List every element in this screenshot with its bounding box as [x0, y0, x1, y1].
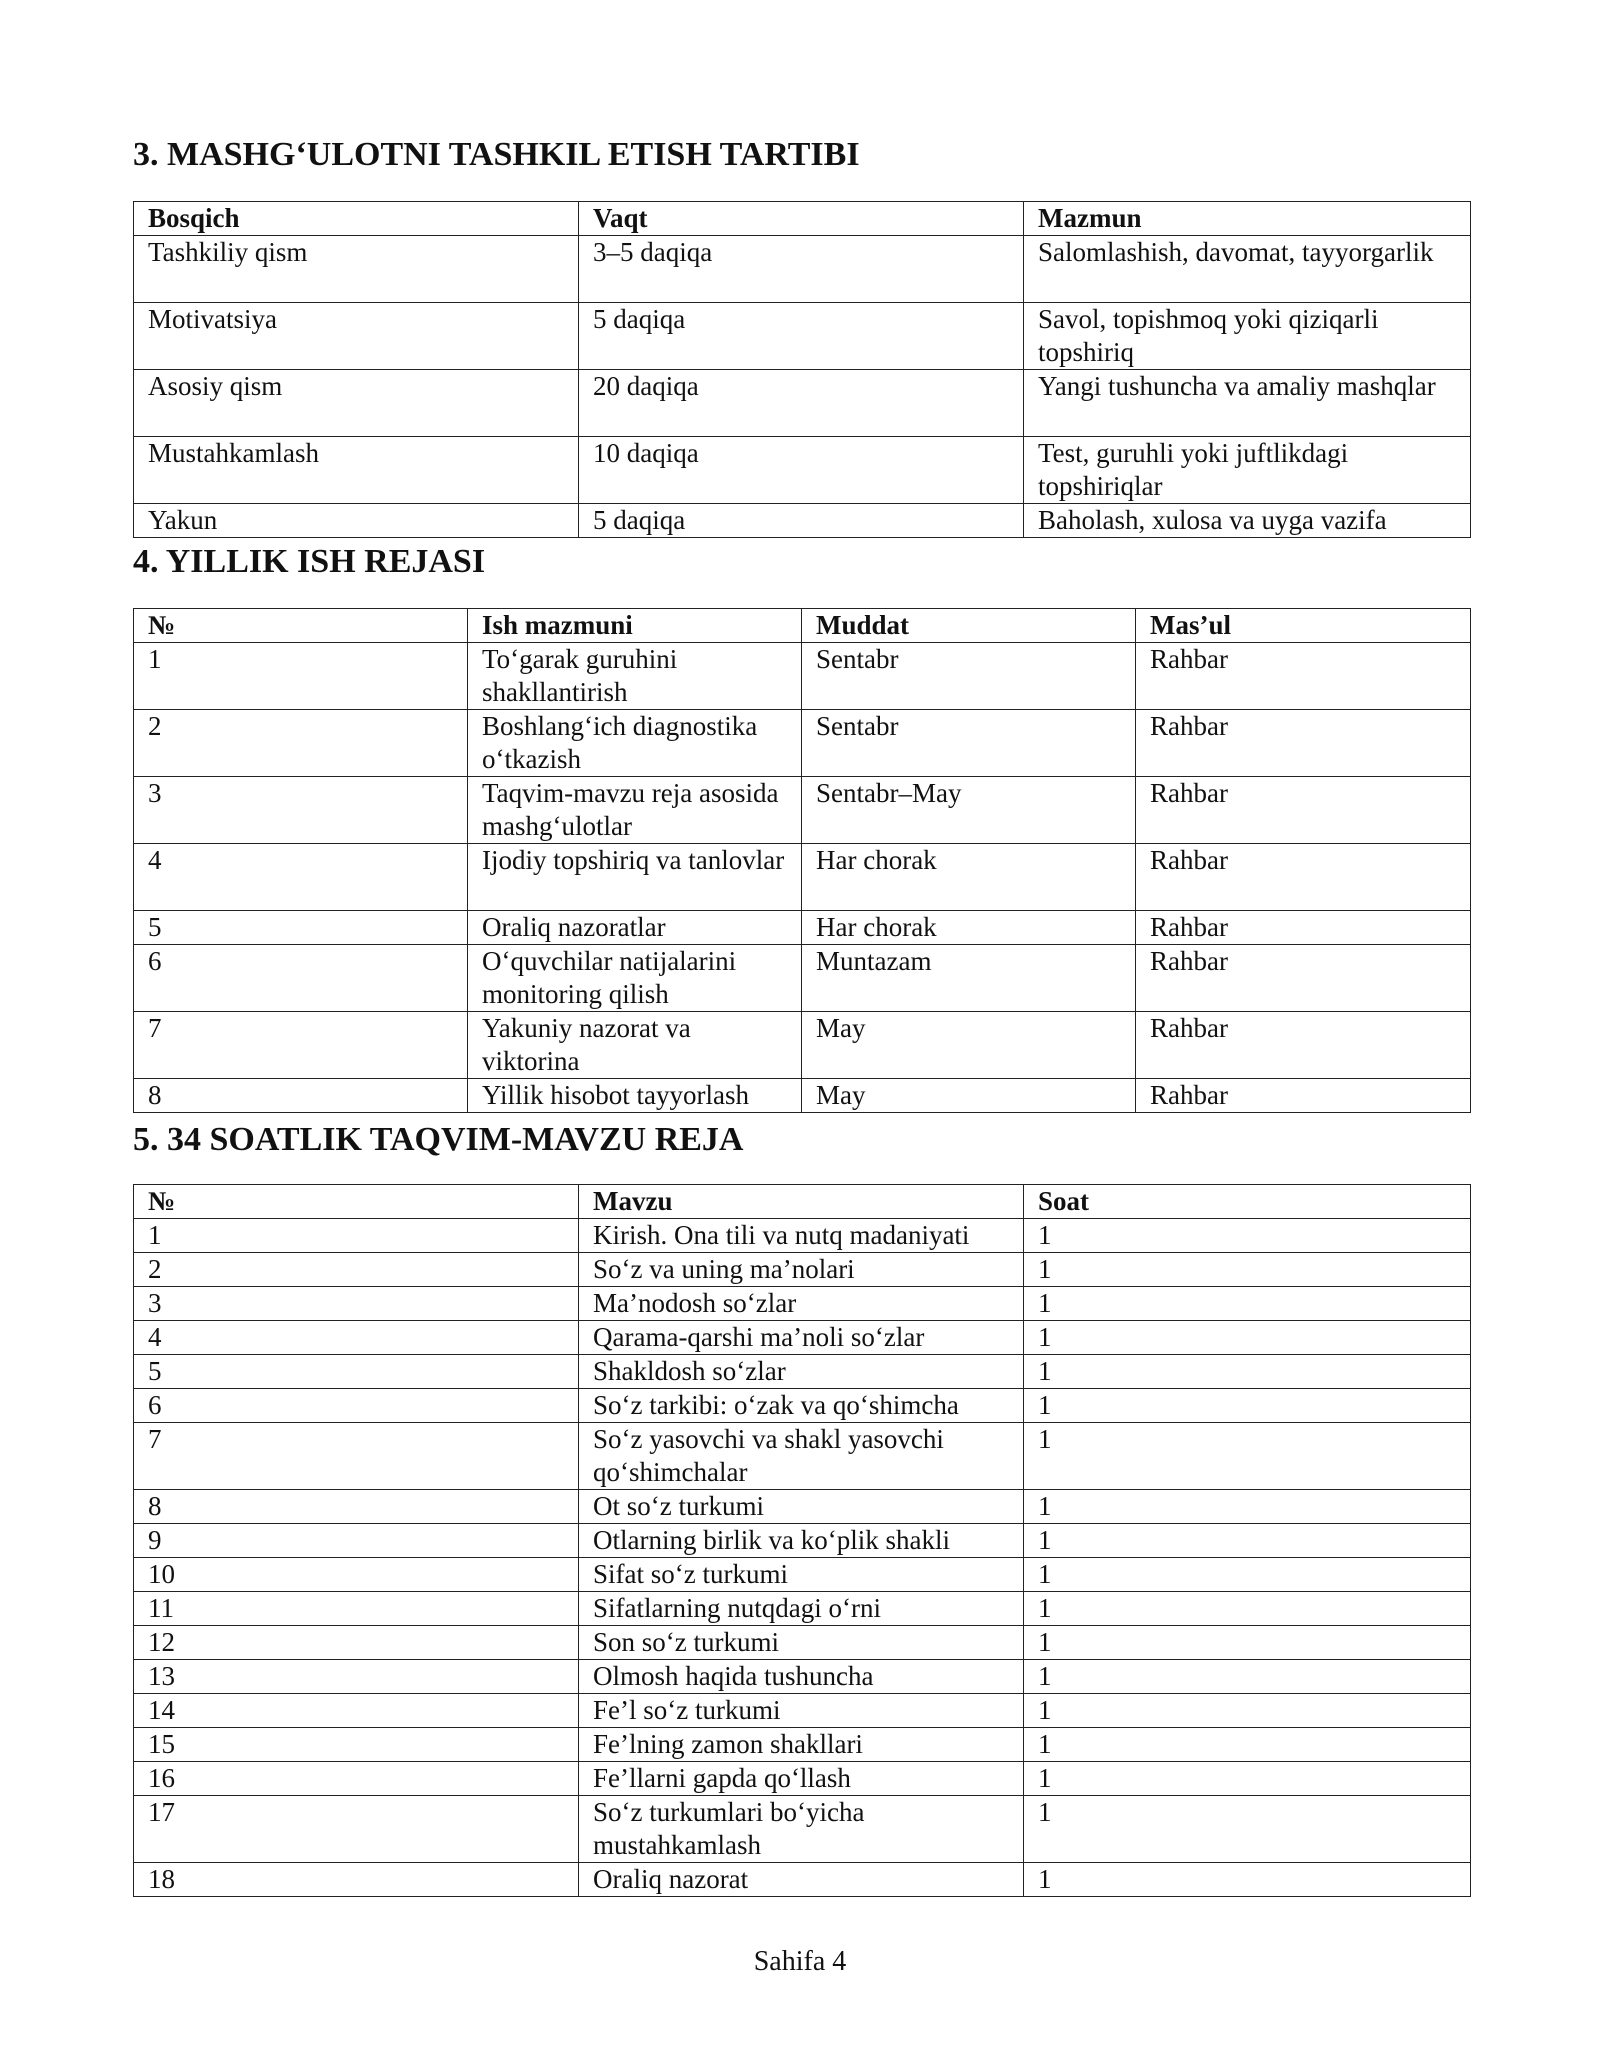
table-row — [134, 777, 1471, 844]
table-cell: Oraliq nazoratlar — [468, 911, 802, 945]
table-row — [134, 1863, 1471, 1897]
table-cell: Sifatlarning nutqdagi o‘rni — [579, 1592, 1024, 1626]
table-row — [134, 1012, 1471, 1079]
table-cell: 1 — [1024, 1321, 1471, 1355]
table-cell: 14 — [134, 1694, 579, 1728]
table-cell: Rahbar — [1136, 710, 1471, 777]
table-cell: 5 — [134, 1355, 579, 1389]
calendar-plan-table — [133, 1184, 1471, 1897]
table-cell: Sentabr — [802, 643, 1136, 710]
table-cell: Rahbar — [1136, 911, 1471, 945]
table-cell: 1 — [1024, 1287, 1471, 1321]
table-row — [134, 1490, 1471, 1524]
table-row — [134, 1694, 1471, 1728]
table-cell: 1 — [1024, 1762, 1471, 1796]
section-3-title: 3. MASHG‘ULOTNI TASHKIL ETISH TARTIBI — [133, 136, 860, 173]
table-cell: Yakuniy nazorat va viktorina — [468, 1012, 802, 1079]
table-cell: 1 — [1024, 1490, 1471, 1524]
table-cell: 9 — [134, 1524, 579, 1558]
table-cell: Taqvim-mavzu reja asosida mashg‘ulotlar — [468, 777, 802, 844]
table-cell: Otlarning birlik va ko‘plik shakli — [579, 1524, 1024, 1558]
table-cell: Fe’l so‘z turkumi — [579, 1694, 1024, 1728]
table-cell: 1 — [1024, 1796, 1471, 1863]
table-cell: 3 — [134, 777, 468, 844]
table-cell: Boshlang‘ich diagnostika o‘tkazish — [468, 710, 802, 777]
column-header: Mas’ul — [1136, 609, 1471, 643]
table-cell: 2 — [134, 710, 468, 777]
table-cell: 1 — [1024, 1389, 1471, 1423]
table-cell: Oraliq nazorat — [579, 1863, 1024, 1897]
section-4-title: 4. YILLIK ISH REJASI — [133, 543, 486, 580]
table-cell: Har chorak — [802, 911, 1136, 945]
table-cell: Rahbar — [1136, 1079, 1471, 1113]
table-cell: Sentabr–May — [802, 777, 1136, 844]
table-cell: So‘z yasovchi va shakl yasovchi qo‘shimchalar — [579, 1423, 1024, 1490]
lesson-stages-table — [133, 201, 1471, 538]
column-header: Soat — [1024, 1185, 1471, 1219]
table-cell: 3–5 daqiqa — [579, 236, 1024, 303]
table-cell: 1 — [1024, 1423, 1471, 1490]
table-cell: Tashkiliy qism — [134, 236, 579, 303]
table-row — [134, 1079, 1471, 1113]
table-row — [134, 1219, 1471, 1253]
table-cell: 10 daqiqa — [579, 437, 1024, 504]
table-cell: May — [802, 1012, 1136, 1079]
table-row — [134, 303, 1471, 370]
table-row — [134, 945, 1471, 1012]
table-cell: 12 — [134, 1626, 579, 1660]
table-cell: Rahbar — [1136, 643, 1471, 710]
table-cell: 4 — [134, 844, 468, 911]
table-row — [134, 370, 1471, 437]
table-row — [134, 844, 1471, 911]
table-cell: 10 — [134, 1558, 579, 1592]
table-row — [134, 643, 1471, 710]
page-number: Sahifa 4 — [753, 1946, 847, 1977]
table-cell: 20 daqiqa — [579, 370, 1024, 437]
table-cell: 1 — [1024, 1863, 1471, 1897]
table-cell: Fe’llarni gapda qo‘llash — [579, 1762, 1024, 1796]
column-header: № — [134, 609, 468, 643]
table-cell: 8 — [134, 1490, 579, 1524]
table-cell: 6 — [134, 945, 468, 1012]
column-header: Vaqt — [579, 202, 1024, 236]
table-cell: Shakldosh so‘zlar — [579, 1355, 1024, 1389]
table-row — [134, 1558, 1471, 1592]
table-cell: Ijodiy topshiriq va tanlovlar — [468, 844, 802, 911]
table-cell: Asosiy qism — [134, 370, 579, 437]
table-row — [134, 1762, 1471, 1796]
table-cell: Baholash, xulosa va uyga vazifa — [1024, 504, 1471, 538]
table-cell: Yakun — [134, 504, 579, 538]
table-cell: 15 — [134, 1728, 579, 1762]
table-cell: 1 — [1024, 1728, 1471, 1762]
table-cell: Kirish. Ona tili va nutq madaniyati — [579, 1219, 1024, 1253]
table-row — [134, 1423, 1471, 1490]
table-cell: Rahbar — [1136, 945, 1471, 1012]
table-cell: Savol, topishmoq yoki qiziqarli topshiriq — [1024, 303, 1471, 370]
table-cell: 2 — [134, 1253, 579, 1287]
table-row — [134, 236, 1471, 303]
table-header-row — [134, 609, 1471, 643]
table-row — [134, 1253, 1471, 1287]
table-cell: 5 — [134, 911, 468, 945]
table-cell: 1 — [134, 643, 468, 710]
table-row — [134, 1660, 1471, 1694]
table-cell: 1 — [1024, 1660, 1471, 1694]
table-cell: 7 — [134, 1012, 468, 1079]
column-header: № — [134, 1185, 579, 1219]
table-cell: 6 — [134, 1389, 579, 1423]
table-cell: Olmosh haqida tushuncha — [579, 1660, 1024, 1694]
table-cell: 1 — [1024, 1592, 1471, 1626]
table-row — [134, 1321, 1471, 1355]
table-cell: 1 — [1024, 1626, 1471, 1660]
table-cell: Yangi tushuncha va amaliy mashqlar — [1024, 370, 1471, 437]
table-header-row — [134, 1185, 1471, 1219]
table-cell: 11 — [134, 1592, 579, 1626]
table-cell: 18 — [134, 1863, 579, 1897]
table-cell: Har chorak — [802, 844, 1136, 911]
table-header-row — [134, 202, 1471, 236]
table-cell: May — [802, 1079, 1136, 1113]
table-row — [134, 1592, 1471, 1626]
table-cell: 1 — [1024, 1219, 1471, 1253]
table-cell: 5 daqiqa — [579, 303, 1024, 370]
table-cell: Sifat so‘z turkumi — [579, 1558, 1024, 1592]
table-cell: 1 — [1024, 1253, 1471, 1287]
table-cell: Qarama-qarshi ma’noli so‘zlar — [579, 1321, 1024, 1355]
column-header: Mavzu — [579, 1185, 1024, 1219]
table-cell: Yillik hisobot tayyorlash — [468, 1079, 802, 1113]
table-cell: 16 — [134, 1762, 579, 1796]
table-row — [134, 1389, 1471, 1423]
table-cell: Rahbar — [1136, 1012, 1471, 1079]
table-row — [134, 504, 1471, 538]
table-cell: Sentabr — [802, 710, 1136, 777]
table-cell: So‘z turkumlari bo‘yicha mustahkamlash — [579, 1796, 1024, 1863]
table-cell: Ma’nodosh so‘zlar — [579, 1287, 1024, 1321]
table-cell: Son so‘z turkumi — [579, 1626, 1024, 1660]
section-5-title: 5. 34 SOATLIK TAQVIM-MAVZU REJA — [133, 1121, 744, 1158]
table-cell: 1 — [1024, 1355, 1471, 1389]
table-cell: Test, guruhli yoki juftlikdagi topshiriqlar — [1024, 437, 1471, 504]
table-cell: Motivatsiya — [134, 303, 579, 370]
table-cell: Rahbar — [1136, 777, 1471, 844]
table-row — [134, 1626, 1471, 1660]
table-cell: 5 daqiqa — [579, 504, 1024, 538]
table-cell: 1 — [1024, 1694, 1471, 1728]
table-row — [134, 1728, 1471, 1762]
table-row — [134, 437, 1471, 504]
table-cell: Rahbar — [1136, 844, 1471, 911]
table-row — [134, 1796, 1471, 1863]
table-cell: Mustahkamlash — [134, 437, 579, 504]
column-header: Ish mazmuni — [468, 609, 802, 643]
table-cell: 17 — [134, 1796, 579, 1863]
table-cell: Muntazam — [802, 945, 1136, 1012]
table-cell: O‘quvchilar natijalarini monitoring qilish — [468, 945, 802, 1012]
table-cell: 1 — [1024, 1524, 1471, 1558]
annual-plan-table — [133, 608, 1471, 1113]
table-row — [134, 1287, 1471, 1321]
table-row — [134, 1355, 1471, 1389]
column-header: Muddat — [802, 609, 1136, 643]
table-row — [134, 1524, 1471, 1558]
table-cell: 4 — [134, 1321, 579, 1355]
table-cell: 7 — [134, 1423, 579, 1490]
table-cell: 1 — [1024, 1558, 1471, 1592]
table-cell: So‘z tarkibi: o‘zak va qo‘shimcha — [579, 1389, 1024, 1423]
table-row — [134, 911, 1471, 945]
table-row — [134, 710, 1471, 777]
table-cell: To‘garak guruhini shakllantirish — [468, 643, 802, 710]
table-cell: 8 — [134, 1079, 468, 1113]
table-cell: 1 — [134, 1219, 579, 1253]
table-cell: 3 — [134, 1287, 579, 1321]
table-cell: Salomlashish, davomat, tayyorgarlik — [1024, 236, 1471, 303]
table-cell: Ot so‘z turkumi — [579, 1490, 1024, 1524]
table-cell: 13 — [134, 1660, 579, 1694]
column-header: Bosqich — [134, 202, 579, 236]
table-cell: Fe’lning zamon shakllari — [579, 1728, 1024, 1762]
table-cell: So‘z va uning ma’nolari — [579, 1253, 1024, 1287]
column-header: Mazmun — [1024, 202, 1471, 236]
